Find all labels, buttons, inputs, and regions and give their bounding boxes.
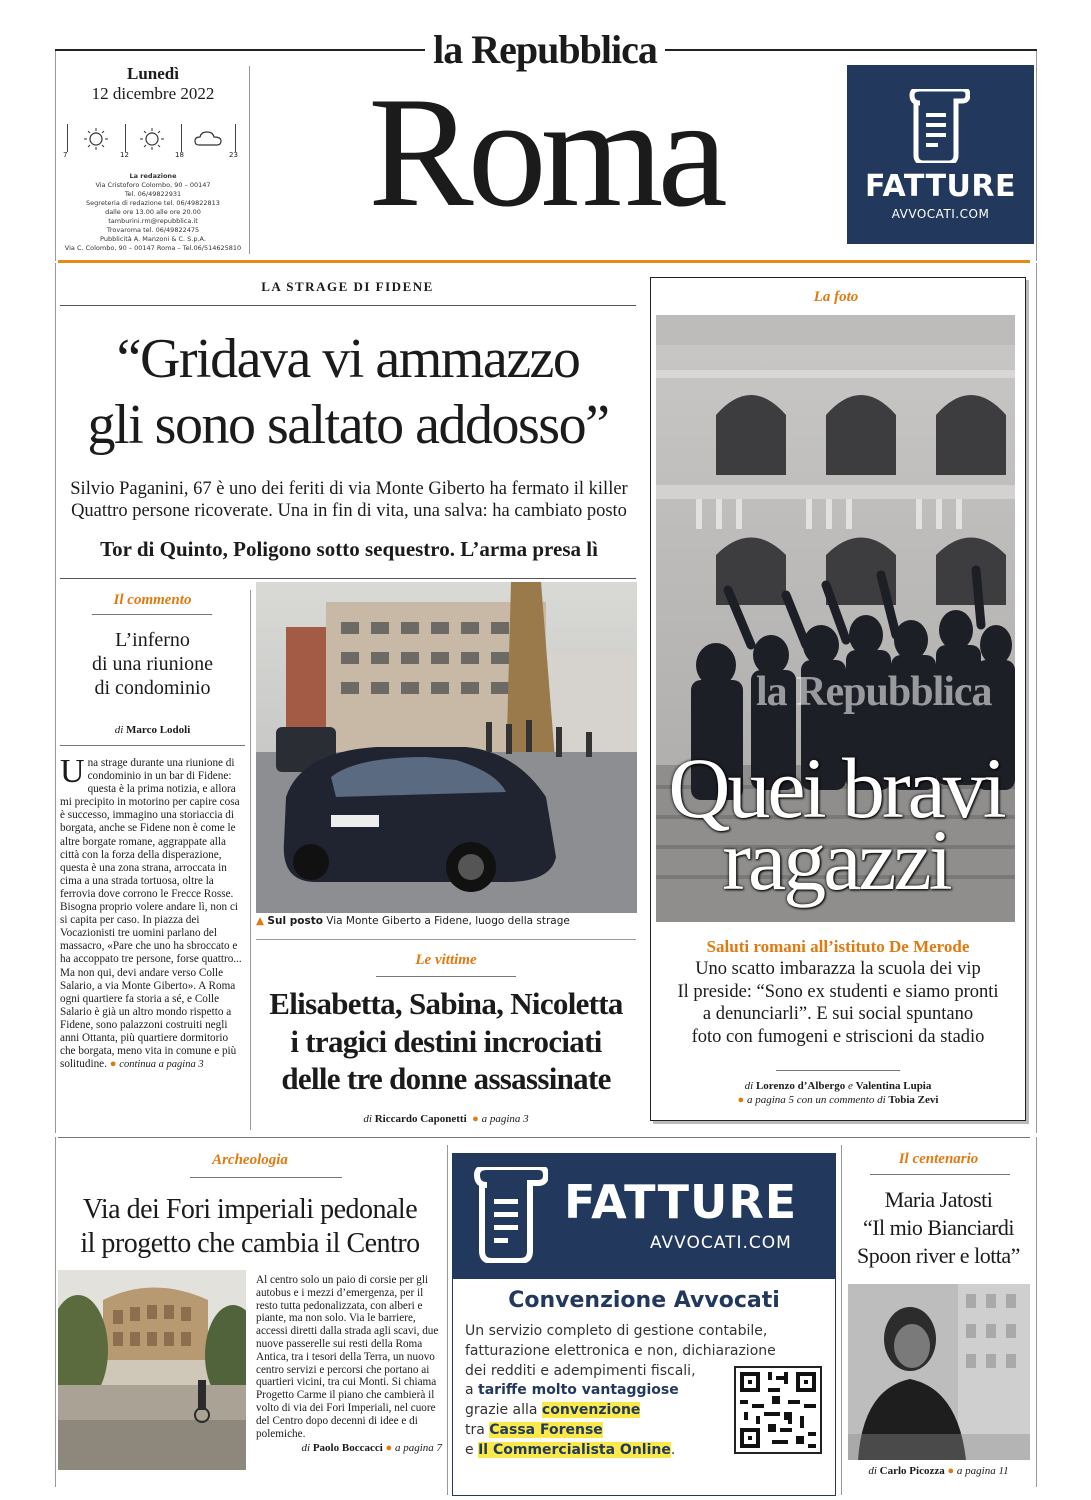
byline-rule bbox=[60, 745, 245, 746]
scroll-column-icon bbox=[908, 89, 970, 163]
column-divider bbox=[447, 1145, 448, 1495]
kicker-rule bbox=[92, 614, 212, 615]
frame-left bbox=[55, 1137, 56, 1487]
bullet-icon: ● bbox=[472, 1113, 479, 1125]
lead-subhead: Tor di Quinto, Poligono sotto sequestro. L’arma presa lì bbox=[100, 537, 598, 561]
column-divider bbox=[250, 590, 251, 1130]
commento-byline: di Marco Lodoli bbox=[114, 724, 191, 736]
lead-rule bbox=[60, 578, 636, 579]
foto-title[interactable]: Quei bravi ragazzi bbox=[668, 740, 1004, 908]
bullet-icon: ● bbox=[385, 1442, 393, 1455]
sun-icon bbox=[137, 128, 167, 150]
masthead-orange-rule bbox=[58, 260, 1030, 263]
ad-brand: FATTURE bbox=[864, 169, 1016, 204]
lead-headline[interactable]: “Gridava vi ammazzo gli sono saltato addosso” bbox=[87, 328, 609, 456]
masthead-divider bbox=[249, 66, 250, 254]
foto-kicker: La foto bbox=[813, 289, 859, 305]
scroll-column-icon bbox=[472, 1167, 548, 1263]
centenario-title[interactable]: Maria Jatosti “Il mio Bianciardi Spoon river e lotta” bbox=[857, 1187, 1020, 1268]
frame-right bbox=[1036, 1137, 1037, 1487]
bullet-icon: ● bbox=[109, 1058, 117, 1071]
ad-title: Convenzione Avvocati bbox=[508, 1288, 780, 1313]
bullet-icon: ● bbox=[737, 1094, 745, 1106]
date-box bbox=[58, 64, 248, 104]
photo-caption: ▲ Sul posto Via Monte Giberto a Fidene, luogo della strage bbox=[256, 915, 570, 927]
archeologia-kicker: Archeologia bbox=[212, 1152, 288, 1168]
masthead-rule-right bbox=[665, 49, 1037, 51]
dropcap: U bbox=[60, 753, 85, 790]
weather-hour: 12 bbox=[120, 151, 129, 159]
kicker-rule bbox=[870, 1174, 1010, 1175]
weather-hour: 7 bbox=[63, 151, 68, 159]
frame-right bbox=[1036, 51, 1037, 261]
centenario-byline: di Carlo Picozza ● a pagina 11 bbox=[868, 1465, 1009, 1477]
continue-link[interactable]: continua a pagina 3 bbox=[119, 1059, 204, 1071]
foto-body: Uno scatto imbarazza la scuola dei vip Il preside: “Sono ex studenti e siamo pronti a denunciarli”. E sui social spuntano foto con fumogeni e striscioni da stadio bbox=[677, 959, 999, 1047]
archeologia-body: Al centro solo un paio di corsie per gli autobus e i mezzi d’emergenza, per il resto tutta pedonalizzata, con alberi e piante, ma non solo. Via le barriere, accessi diretti dalla strada agli scavi, due nuove passerelle sui resti della Roma Antica, tra i tesori della Terra, un nuovo centro servizi e percorsi che portano ai quartieri vicini, tra cui Monti. Si chiama Progetto Carme il piano che cambierà il volto di via dei Fori Imperiali, nel cuore del Centro dopo decenni di idee e di polemiche. di Paolo Boccacci ● a pagina 7 bbox=[256, 1274, 442, 1455]
archeologia-byline: di Paolo Boccacci ● a pagina 7 bbox=[301, 1442, 442, 1455]
commento-kicker: Il commento bbox=[113, 592, 192, 608]
photo-fori-imperiali bbox=[58, 1270, 246, 1470]
commento-body: Una strage durante una riunione di condominio in un bar di Fidene: questa è la prima notizia, e allora mi precipito in motorino per capire cosa è successo, immagino una storiaccia di borgata, anche se Fidene non è come le altre borgate romane, aggrappate alla città con la forza della disperazione, questa è una zona strana, arroccata in cima a una strada tortuosa, oltre la ferrovia dove corrono le Frecce Rosse. Bisogna proprio volere andare lì, non ci si capita per caso. In piazza dei Vocazionisti tre uomini parlano del massacro, «Pare che uno ha sbroccato e ha accoppato tre persone, forse quattro... Ma non qui, devi andare verso Colle Salario, a via Monte Giberto». A Roma ogni quartiere fa storia a sé, e Colle Salario è già un altro mondo rispetto a Fidene, sono palazzoni costruiti negli anni Ottanta, più quartiere dormitorio che borgata, meno vita in comune e più solitudine. ● continua a pagina 3 bbox=[60, 753, 242, 1071]
page-link[interactable]: a pagina 11 bbox=[956, 1465, 1009, 1477]
watermark-logo: la Repubblica bbox=[756, 669, 992, 715]
centenario-kicker: Il centenario bbox=[898, 1151, 979, 1167]
edition-title: Roma bbox=[368, 65, 722, 240]
lead-summary: Silvio Paganini, 67 è uno dei feriti di via Monte Giberto ha fermato il killer Quattro persone ricoverate. Una in fin di vita, una salva: ha cambiato posto bbox=[70, 479, 628, 521]
ad-fatture-top[interactable] bbox=[847, 65, 1034, 244]
newspaper-brand[interactable]: la Repubblica bbox=[433, 27, 657, 72]
vittime-byline: di Riccardo Caponetti ● a pagina 3 bbox=[363, 1113, 529, 1125]
weather-strip bbox=[63, 124, 243, 158]
weather-hour: 23 bbox=[229, 151, 238, 159]
section-label: LA STRAGE DI FIDENE bbox=[261, 279, 434, 294]
ad-fatture-bottom[interactable] bbox=[452, 1153, 836, 1278]
photo-maria-jatosti bbox=[848, 1284, 1030, 1460]
caption-rule bbox=[256, 939, 636, 940]
page-link[interactable]: a pagina 5 con un commento di bbox=[746, 1094, 886, 1106]
date-label: 12 dicembre 2022 bbox=[91, 84, 215, 103]
redazione-info: La redazione Via Cristoforo Colombo, 90 – 00147 Tel. 06/49822931 Segreteria di redazione tel. 06/49822813 dalle ore 13.00 alle ore 20.00 tamburini.rm@repubblica.it Trovaroma tel. 06/49822475 Pubblicità A. Manzoni & C. S.p.A. Via C. Colombo, 90 – 00147 Roma – Tel.06/514625810 bbox=[64, 172, 242, 252]
page-link[interactable]: a pagina 3 bbox=[481, 1113, 529, 1125]
foto-subhead: Saluti romani all’istituto De Merode bbox=[706, 937, 970, 956]
ad-domain: AVVOCATI.COM bbox=[650, 1233, 792, 1253]
kicker-rule bbox=[190, 1177, 342, 1178]
photo-fidene-street bbox=[256, 582, 637, 913]
byline-rule bbox=[776, 1070, 900, 1071]
page-link[interactable]: a pagina 7 bbox=[394, 1442, 442, 1455]
ad-body: Un servizio completo di gestione contabile, fatturazione elettronica e non, dichiarazione dei redditi e adempimenti fiscali, a tariffe molto vantaggiose grazie alla convenzione tra Cassa Forense e Il Commercialista Online. bbox=[465, 1323, 776, 1458]
section-rule bbox=[60, 305, 636, 306]
archeologia-title[interactable]: Via dei Fori imperiali pedonale il progetto che cambia il Centro bbox=[80, 1194, 420, 1259]
frame-right bbox=[1036, 263, 1037, 1133]
commento-title[interactable]: L’inferno di una riunione di condominio bbox=[91, 629, 214, 699]
weather-hour: 18 bbox=[175, 151, 184, 159]
frame-left bbox=[55, 263, 56, 1133]
cloud-icon bbox=[193, 129, 225, 149]
vittime-kicker: Le vittime bbox=[415, 952, 477, 968]
triangle-icon: ▲ bbox=[256, 915, 265, 927]
ad-brand: FATTURE bbox=[564, 1175, 798, 1229]
frame-left bbox=[55, 51, 56, 261]
vittime-title[interactable]: Elisabetta, Sabina, Nicoletta i tragici destini incrociati delle tre donne assassinate bbox=[269, 986, 623, 1096]
sun-icon bbox=[81, 128, 111, 150]
kicker-rule bbox=[376, 976, 516, 977]
masthead-rule-left bbox=[55, 49, 425, 51]
ad-domain: AVVOCATI.COM bbox=[891, 207, 990, 221]
bottom-rule bbox=[58, 1137, 1030, 1138]
qr-code[interactable] bbox=[734, 1366, 822, 1454]
bullet-icon: ● bbox=[947, 1465, 955, 1477]
foto-byline: di Lorenzo d’Albergo e Valentina Lupia ● a pagina 5 con un commento di Tobia Zevi bbox=[737, 1080, 939, 1106]
column-divider bbox=[841, 1145, 842, 1495]
day-label: Lunedì bbox=[127, 64, 179, 83]
